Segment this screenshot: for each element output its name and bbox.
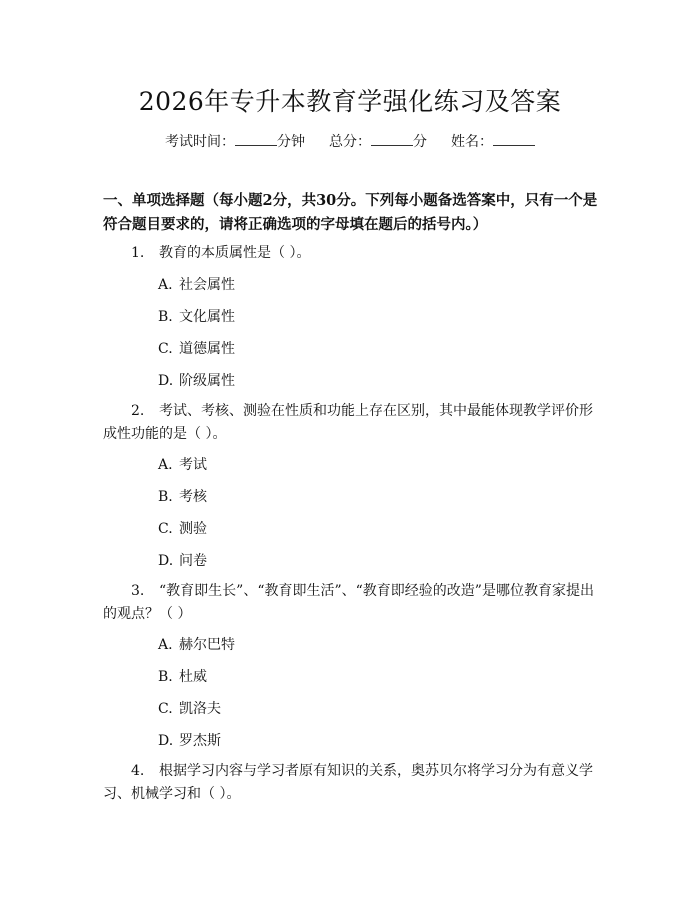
option-letter: C. [158, 701, 173, 717]
option-letter: A. [158, 637, 173, 653]
option-letter: A. [158, 457, 173, 473]
option-letter: D. [158, 733, 174, 749]
name-field [451, 134, 535, 150]
option-2a [158, 455, 207, 475]
exam-time-label: 考试时间： [165, 134, 235, 150]
option-letter: B. [158, 309, 173, 325]
option-text: 测验 [179, 521, 207, 537]
option-text: 杜威 [179, 669, 207, 685]
exam-time-field [165, 134, 305, 150]
section-heading: 一、单项选择题（每小题2分，共30分。下列每小题备选答案中，只有一个是符合题目要求的，请将正确选项的字母填在题后的括号内。） [103, 192, 598, 233]
option-3d [158, 731, 221, 751]
option-3c [158, 699, 221, 719]
option-text: 阶级属性 [179, 373, 235, 389]
option-letter: D. [158, 373, 174, 389]
option-text: 罗杰斯 [179, 733, 221, 749]
total-score-field [329, 134, 427, 150]
total-score-unit: 分 [413, 134, 427, 150]
option-1c [158, 339, 235, 359]
option-letter: A. [158, 277, 173, 293]
exam-time-blank [235, 131, 277, 146]
question-2 [103, 400, 600, 446]
option-text: 凯洛夫 [179, 701, 221, 717]
question-number: 2. [131, 403, 145, 419]
question-text: “教育即生长”、“教育即生活”、“教育即经验的改造”是哪位教育家提出的观点？（ ） [103, 583, 594, 622]
question-text: 教育的本质属性是（ ）。 [159, 245, 311, 261]
total-score-blank [371, 131, 413, 146]
option-1b [158, 307, 235, 327]
question-number: 3. [131, 583, 145, 599]
question-number: 1. [131, 245, 145, 261]
option-text: 赫尔巴特 [179, 637, 235, 653]
question-text: 根据学习内容与学习者原有知识的关系，奥苏贝尔将学习分为有意义学习、机械学习和（ ）。 [103, 763, 593, 802]
option-3b [158, 667, 207, 687]
option-2d [158, 551, 207, 571]
option-1a [158, 275, 235, 295]
option-letter: B. [158, 489, 173, 505]
option-text: 文化属性 [179, 309, 235, 325]
question-text: 考试、考核、测验在性质和功能上存在区别，其中最能体现教学评价形成性功能的是（ ）。 [103, 403, 593, 442]
question-4 [103, 760, 600, 806]
option-1d [158, 371, 235, 391]
name-blank [493, 131, 535, 146]
name-label: 姓名： [451, 134, 493, 150]
option-3a [158, 635, 235, 655]
option-letter: C. [158, 521, 173, 537]
total-score-label: 总分： [329, 134, 371, 150]
option-2c [158, 519, 207, 539]
option-letter: B. [158, 669, 173, 685]
option-text: 考核 [179, 489, 207, 505]
option-text: 道德属性 [179, 341, 235, 357]
page-title: 2026年专升本教育学强化练习及答案 [138, 87, 562, 116]
exam-info-line [0, 131, 700, 151]
exam-time-unit: 分钟 [277, 134, 305, 150]
question-1 [103, 242, 600, 265]
option-text: 考试 [179, 457, 207, 473]
option-text: 社会属性 [179, 277, 235, 293]
option-text: 问卷 [179, 553, 207, 569]
option-letter: D. [158, 553, 174, 569]
option-letter: C. [158, 341, 173, 357]
question-number: 4. [131, 763, 145, 779]
option-2b [158, 487, 207, 507]
question-3 [103, 580, 600, 626]
